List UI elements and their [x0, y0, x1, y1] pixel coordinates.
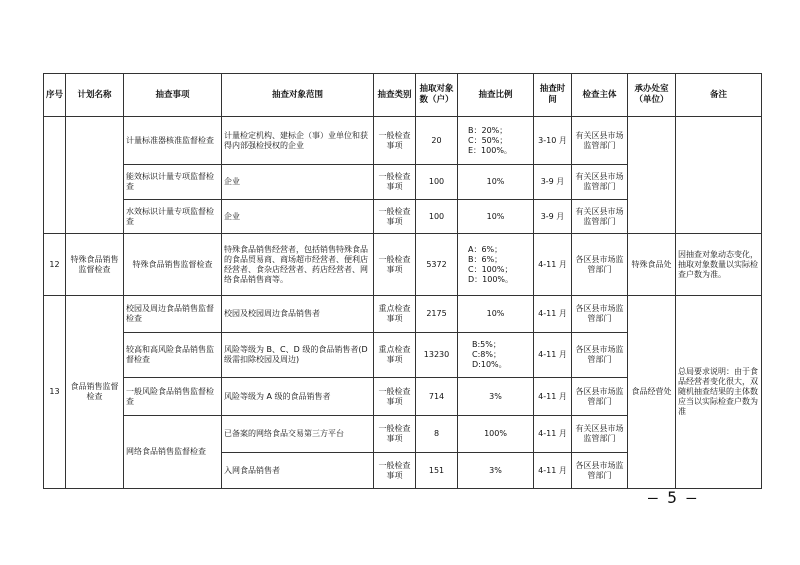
time-cell: 4-11 月 [534, 378, 572, 416]
time-cell: 4-11 月 [534, 333, 572, 378]
ratio-cell: 3% [458, 378, 534, 416]
office-cell [628, 117, 676, 234]
subject-cell: 有关区县市场监管部门 [572, 416, 628, 453]
scope-cell: 入网食品销售者 [222, 453, 374, 489]
item-cell: 能效标识计量专项监督检查 [124, 165, 222, 200]
subject-cell: 各区县市场监管部门 [572, 453, 628, 489]
category-cell: 一般检查事项 [374, 453, 416, 489]
count-cell: 20 [416, 117, 458, 165]
page-number: — 5 — [648, 488, 697, 507]
ratio-cell: 3% [458, 453, 534, 489]
subject-cell: 各区县市场监管部门 [572, 296, 628, 333]
col-header: 抽查事项 [124, 74, 222, 117]
col-header: 抽查时间 [534, 74, 572, 117]
item-cell: 较高和高风险食品销售监督检查 [124, 333, 222, 378]
scope-cell: 风险等级为 B、C、D 级的食品销售者(D 级需扣除校园及周边) [222, 333, 374, 378]
note-cell: 总局要求说明：由于食品经营者变化很大，双随机抽查结果的主体数应当以实际检查户数为准 [676, 296, 762, 489]
note-cell [676, 117, 762, 234]
scope-cell: 风险等级为 A 级的食品销售者 [222, 378, 374, 416]
item-cell: 水效标识计量专项监督检查 [124, 200, 222, 234]
category-cell: 一般检查事项 [374, 117, 416, 165]
count-cell: 13230 [416, 333, 458, 378]
time-cell: 4-11 月 [534, 234, 572, 296]
count-cell: 5372 [416, 234, 458, 296]
header-row [44, 74, 762, 117]
subject-cell: 各区县市场监管部门 [572, 234, 628, 296]
subject-cell: 有关区县市场监管部门 [572, 165, 628, 200]
time-cell: 3-9 月 [534, 165, 572, 200]
subject-cell: 有关区县市场监管部门 [572, 117, 628, 165]
table-row [44, 234, 762, 296]
category-cell: 重点检查事项 [374, 296, 416, 333]
ratio-cell: 100% [458, 416, 534, 453]
time-cell: 4-11 月 [534, 453, 572, 489]
scope-cell: 校园及校园周边食品销售者 [222, 296, 374, 333]
plan-cell: 特殊食品销售监督检查 [66, 234, 124, 296]
subject-cell: 各区县市场监管部门 [572, 378, 628, 416]
scope-cell: 特殊食品销售经营者，包括销售特殊食品的食品贸易商、商场超市经营者、便利店经营者、食杂店经营者、药店经营者、网络食品销售商等。 [222, 234, 374, 296]
ratio-cell: A：6%； B：6%； C：100%； D：100%。 [458, 234, 534, 296]
col-header: 承办处室（单位） [628, 74, 676, 117]
count-cell: 2175 [416, 296, 458, 333]
category-cell: 一般检查事项 [374, 378, 416, 416]
table-row [44, 117, 762, 165]
time-cell: 3-9 月 [534, 200, 572, 234]
col-header: 备注 [676, 74, 762, 117]
item-cell: 网络食品销售监督检查 [124, 416, 222, 489]
col-header: 抽查类别 [374, 74, 416, 117]
office-cell: 食品经营处 [628, 296, 676, 489]
plan-cell: 食品销售监督检查 [66, 296, 124, 489]
note-cell: 因抽查对象动态变化，抽取对象数量以实际检查户数为准。 [676, 234, 762, 296]
scope-cell: 企业 [222, 165, 374, 200]
item-cell: 校园及周边食品销售监督检查 [124, 296, 222, 333]
count-cell: 8 [416, 416, 458, 453]
ratio-cell: B：20%； C：50%； E：100%。 [458, 117, 534, 165]
time-cell: 3-10 月 [534, 117, 572, 165]
time-cell: 4-11 月 [534, 296, 572, 333]
category-cell: 一般检查事项 [374, 234, 416, 296]
count-cell: 151 [416, 453, 458, 489]
col-header: 计划名称 [66, 74, 124, 117]
col-header: 抽取对象数（户） [416, 74, 458, 117]
category-cell: 重点检查事项 [374, 333, 416, 378]
ratio-cell: 10% [458, 200, 534, 234]
ratio-cell: B:5%； C:8%； D:10%。 [458, 333, 534, 378]
subject-cell: 有关区县市场监管部门 [572, 200, 628, 234]
col-header: 抽查比例 [458, 74, 534, 117]
col-header: 序号 [44, 74, 66, 117]
no-cell: 12 [44, 234, 66, 296]
count-cell: 100 [416, 200, 458, 234]
item-cell: 计量标准器核准监督检查 [124, 117, 222, 165]
item-cell: 一般风险食品销售监督检查 [124, 378, 222, 416]
category-cell: 一般检查事项 [374, 200, 416, 234]
col-header: 抽查对象范围 [222, 74, 374, 117]
scope-cell: 计量检定机构、建标企（事）业单位和获得内部强检授权的企业 [222, 117, 374, 165]
scope-cell: 已备案的网络食品交易第三方平台 [222, 416, 374, 453]
subject-cell: 各区县市场监管部门 [572, 333, 628, 378]
item-cell: 特殊食品销售监督检查 [124, 234, 222, 296]
scope-cell: 企业 [222, 200, 374, 234]
office-cell: 特殊食品处 [628, 234, 676, 296]
table-row [44, 296, 762, 333]
no-cell: 13 [44, 296, 66, 489]
ratio-cell: 10% [458, 165, 534, 200]
category-cell: 一般检查事项 [374, 416, 416, 453]
time-cell: 4-11 月 [534, 416, 572, 453]
count-cell: 714 [416, 378, 458, 416]
inspection-plan-table [43, 73, 762, 489]
no-cell [44, 117, 66, 234]
plan-cell [66, 117, 124, 234]
category-cell: 一般检查事项 [374, 165, 416, 200]
col-header: 检查主体 [572, 74, 628, 117]
ratio-cell: 10% [458, 296, 534, 333]
count-cell: 100 [416, 165, 458, 200]
